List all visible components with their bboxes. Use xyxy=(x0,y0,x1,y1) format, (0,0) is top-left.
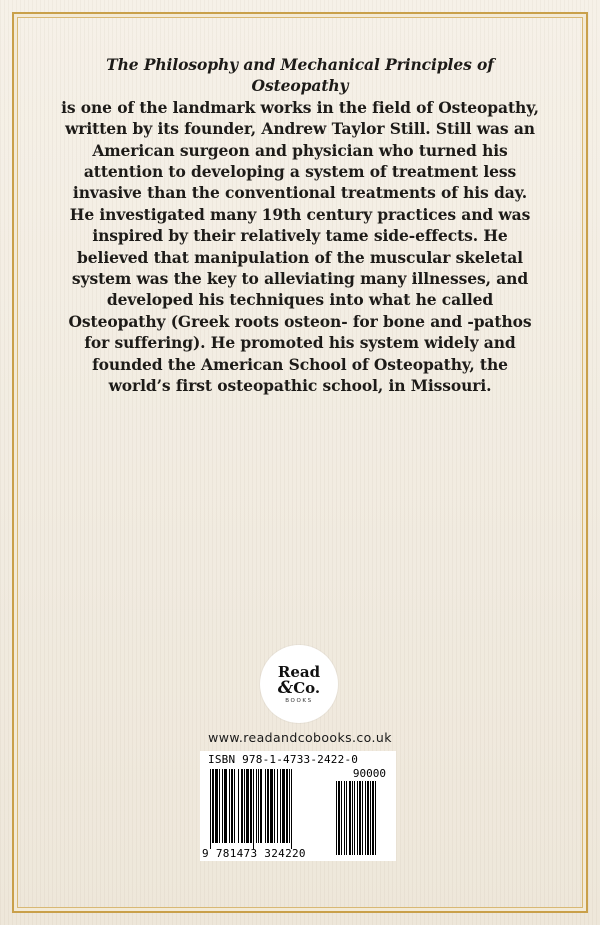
barcode-addon-bar xyxy=(346,781,347,855)
barcode-addon-bar xyxy=(375,781,376,855)
barcode-bar xyxy=(286,769,288,843)
isbn-barcode xyxy=(200,751,396,861)
barcode-addon-bar xyxy=(362,781,363,855)
barcode-bar xyxy=(234,769,235,843)
barcode-addon-bar xyxy=(357,781,358,855)
barcode-addon-bar xyxy=(365,781,366,855)
barcode-bar xyxy=(280,769,281,843)
barcode-bar xyxy=(274,769,275,843)
barcode-addon-bar xyxy=(336,781,337,855)
price-code: 90000 xyxy=(352,767,386,780)
barcode-addon-bar xyxy=(372,781,374,855)
barcode-bar xyxy=(265,769,266,843)
logo-and-co: &Co. xyxy=(277,678,321,698)
barcode-bar xyxy=(224,769,227,843)
barcode-bar xyxy=(238,769,239,843)
logo-tagline: BOOKS xyxy=(285,698,313,704)
barcode-bar xyxy=(244,769,245,843)
barcode-addon-bar xyxy=(344,781,345,855)
barcode-bars xyxy=(200,751,396,861)
barcode-addon-bar xyxy=(338,781,340,855)
barcode-addon-bar xyxy=(370,781,371,855)
barcode-bar xyxy=(256,769,257,843)
logo-read: Read xyxy=(277,663,321,681)
barcode-bar xyxy=(246,769,249,843)
barcode-bar xyxy=(291,769,292,849)
barcode-bar xyxy=(215,769,218,843)
ean-digits: 9 781473 324220 xyxy=(202,847,306,860)
barcode-bar xyxy=(282,769,285,843)
barcode-bar xyxy=(219,769,220,843)
barcode-bar xyxy=(253,769,254,849)
barcode-bar xyxy=(289,769,290,843)
barcode-addon-bar xyxy=(341,781,342,855)
book-description xyxy=(60,54,540,397)
book-title: The Philosophy and Mechanical Principles of Osteopathy xyxy=(106,55,494,96)
publisher-website: www.readandcobooks.co.uk xyxy=(208,730,392,745)
barcode-bar xyxy=(258,769,259,843)
barcode-bar xyxy=(270,769,273,843)
publisher-logo xyxy=(260,645,338,723)
barcode-bar xyxy=(241,769,243,843)
barcode-bar xyxy=(222,769,223,843)
barcode-addon-bar xyxy=(352,781,353,855)
barcode-bar xyxy=(267,769,269,843)
barcode-bar xyxy=(260,769,262,843)
description-text: is one of the landmark works in the field of Osteopathy, written by its founder, Andrew Taylor Still. Still was an American surgeon and physician who turned his attention to developing a system of treatment less invasive than the conventional treatments of his day. He investigated many 19th century practices and was inspired by their relatively tame side-effects. He believed that manipulation of the muscular skeletal system was the key to alleviating many illnesses, and developed his techniques into what he called Osteopathy (Greek roots osteon- for bone and -pathos for suffering). He promoted his system widely and founded the American School of Osteopathy, the world’s first osteopathic school, in Missouri. xyxy=(61,97,539,396)
barcode-bar xyxy=(212,769,214,843)
barcode-bar xyxy=(229,769,230,843)
barcode-addon-bar xyxy=(367,781,369,855)
barcode-addon-bar xyxy=(349,781,351,855)
barcode-bar xyxy=(277,769,278,843)
barcode-bar xyxy=(250,769,252,843)
barcode-bar xyxy=(210,769,211,849)
isbn-label: ISBN 978-1-4733-2422-0 xyxy=(208,753,359,766)
barcode-bar xyxy=(231,769,233,843)
barcode-addon-bar xyxy=(359,781,361,855)
barcode-addon-bar xyxy=(354,781,355,855)
